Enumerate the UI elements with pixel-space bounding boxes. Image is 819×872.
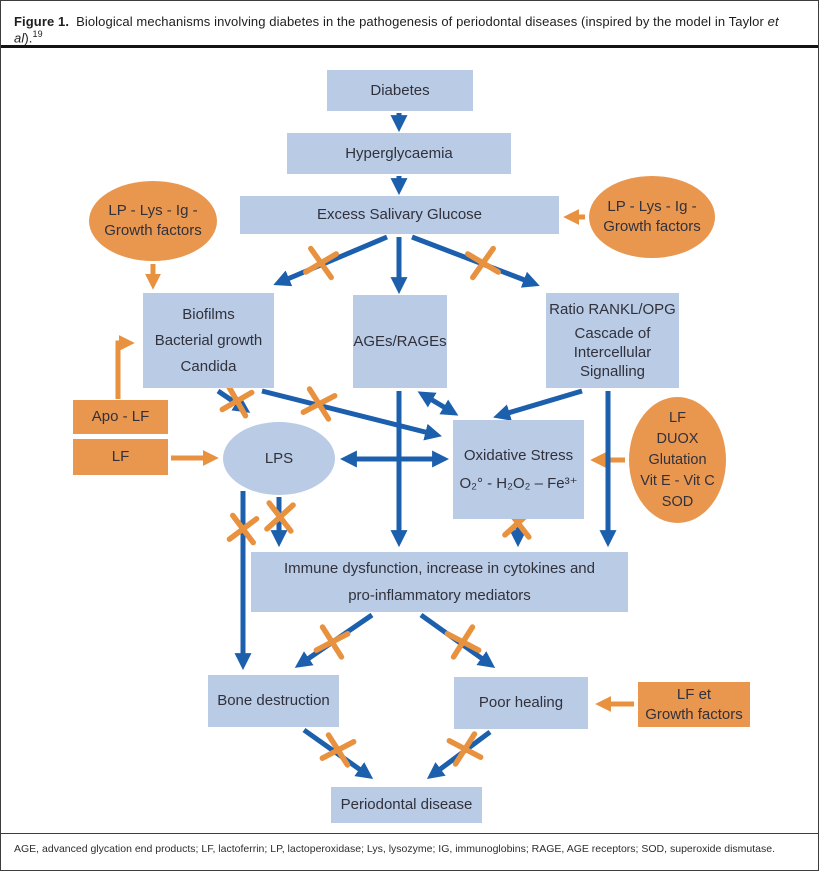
- node-line: Oxidative Stress: [463, 446, 574, 464]
- inhibition-x: [468, 249, 498, 278]
- node-line: Biofilms: [182, 305, 235, 323]
- node-line: Glutation: [648, 451, 707, 468]
- node-line: Immune dysfunction, increase in cytokines and: [284, 560, 595, 577]
- node-periodontal-disease: Periodontal disease: [331, 787, 482, 823]
- arrow-rankl-to-oxidative: [498, 391, 582, 416]
- node-line: SOD: [661, 493, 694, 510]
- node-line: LP - Lys - Ig -: [607, 198, 697, 215]
- node-line: LF: [669, 409, 686, 426]
- node-line: Growth factors: [645, 705, 743, 723]
- node-lf: LF: [73, 439, 168, 475]
- node-ages-rages: AGEs/RAGEs: [353, 295, 447, 388]
- node-bone-destruction: Bone destruction: [208, 675, 339, 727]
- node-excess-salivary-glucose: Excess Salivary Glucose: [240, 196, 559, 234]
- node-line: Candida: [180, 357, 237, 375]
- arrow-ages-oxidative-bidirectional: [422, 394, 454, 413]
- arrow-apolf-to-biofilms: [118, 343, 130, 399]
- node-line: Cascade of: [574, 325, 651, 342]
- figure-number: Figure 1.: [14, 14, 70, 29]
- caption-reference: 19: [32, 29, 43, 39]
- caption-text-end: ).: [24, 30, 33, 46]
- node-line: Vit E - Vit C: [640, 472, 715, 489]
- node-line: Ratio RANKL/OPG: [549, 301, 676, 318]
- node-line: DUOX: [656, 430, 699, 447]
- node-biofilms: [143, 293, 274, 388]
- node-lp-lys-ig-left: [89, 181, 217, 261]
- node-lf-growth-factors: [638, 682, 750, 727]
- node-line: Intercellular: [573, 344, 652, 361]
- node-line: pro-inflammatory mediators: [348, 587, 531, 604]
- node-lps: LPS: [223, 422, 335, 495]
- node-antioxidants: [629, 397, 726, 523]
- node-oxidative-stress: [453, 420, 584, 519]
- node-line: LF et: [676, 685, 712, 703]
- node-lp-lys-ig-right: [589, 176, 715, 258]
- node-line: Bacterial growth: [154, 331, 263, 349]
- node-immune-dysfunction: [251, 552, 628, 612]
- caption-text: Biological mechanisms involving diabetes in the pathogenesis of periodontal diseases (inspired by the model in Taylor: [76, 14, 768, 29]
- node-line: LP - Lys - Ig -: [108, 202, 198, 219]
- node-diabetes: Diabetes: [327, 70, 473, 111]
- abbreviations-footnote: AGE, advanced glycation end products; LF, lactoferrin; LP, lactoperoxidase; Lys, lysozyme; IG, immunoglobins; RAGE, AGE receptors; SOD, superoxide dismutase.: [1, 833, 818, 871]
- node-line: Growth factors: [603, 218, 701, 235]
- inhibition-x: [222, 386, 251, 415]
- node-line: Signalling: [579, 363, 646, 380]
- node-apo-lf: Apo - LF: [73, 400, 168, 434]
- node-line: Growth factors: [104, 222, 202, 239]
- caption-text-italic: et al: [14, 14, 779, 46]
- node-rankl-opg: [546, 293, 679, 388]
- node-line: O₂° - H₂O₂ – Fe³⁺: [459, 474, 578, 492]
- node-poor-healing: Poor healing: [454, 677, 588, 729]
- node-hyperglycaemia: Hyperglycaemia: [287, 133, 511, 174]
